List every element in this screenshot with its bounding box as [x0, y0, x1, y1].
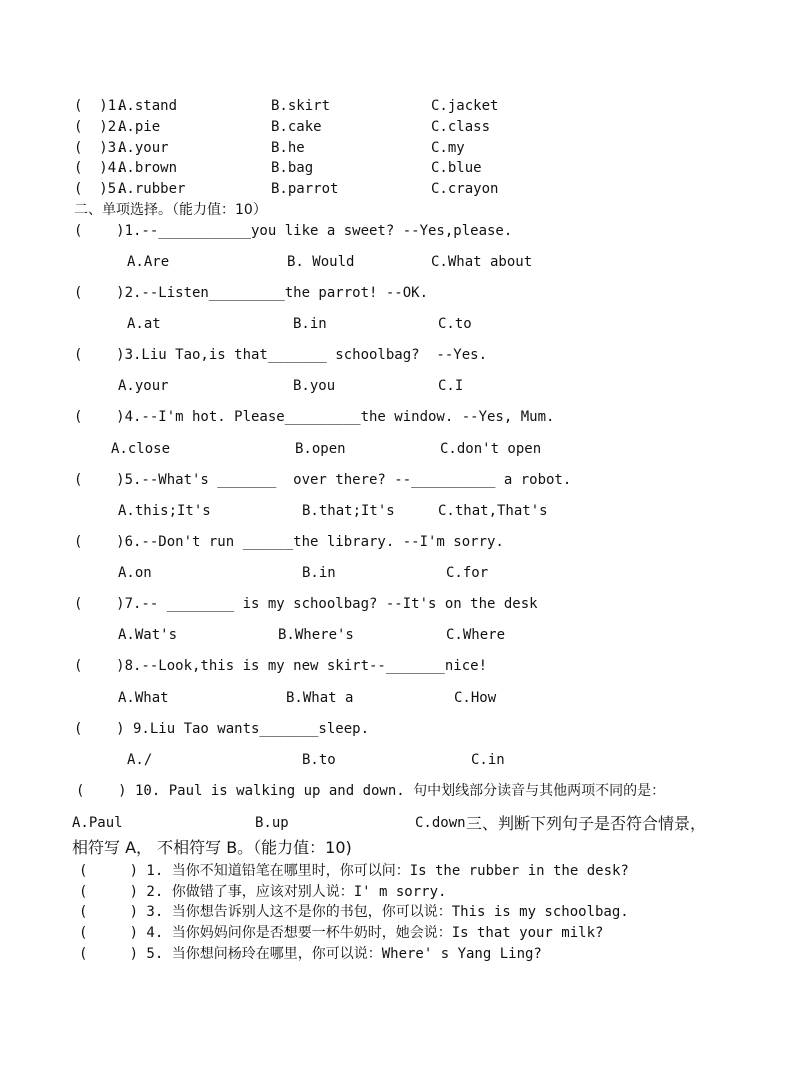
s3-item-1	[0, 861, 793, 882]
option-a: A./	[127, 752, 153, 768]
question-4-options	[0, 439, 793, 460]
question-6-options	[0, 563, 793, 584]
option-c: C.Where	[446, 627, 506, 643]
s1-item-3	[0, 138, 793, 159]
option-a: A.What	[118, 690, 169, 706]
option-b: B.you	[293, 378, 336, 394]
stem-text: ( )2.--Listen_________the parrot! --OK.	[74, 285, 429, 301]
stem-text: ( ) 10. Paul is walking up and down. 句中划线部分读音与其他两项不同的是：	[76, 783, 666, 799]
option-a: A.rubber	[118, 181, 186, 197]
paren: ( )5.	[74, 181, 125, 197]
option-c: C.don't open	[440, 441, 542, 457]
question-2-stem	[0, 283, 793, 304]
option-a: A.brown	[118, 160, 178, 176]
option-c: C.crayon	[431, 181, 499, 197]
question-4-stem	[0, 407, 793, 428]
option-b: B.cake	[271, 119, 322, 135]
question-10-options	[0, 813, 793, 834]
question-10-stem	[0, 781, 793, 802]
option-b: B.in	[293, 316, 327, 332]
option-c: C.What about	[431, 254, 533, 270]
option-c: C.blue	[431, 160, 482, 176]
stem-text: ( )7.-- ________ is my schoolbag? --It's on the desk	[74, 596, 538, 612]
paren: ( )3.	[74, 140, 125, 156]
stem-text: ( )5.--What's _______ over there? --__________ a robot.	[74, 472, 572, 488]
s1-item-1	[0, 96, 793, 117]
option-c: C.I	[438, 378, 464, 394]
option-a: A.at	[127, 316, 161, 332]
question-9-options	[0, 750, 793, 771]
question-1-options	[0, 252, 793, 273]
option-b: B.in	[302, 565, 336, 581]
question-1-stem	[0, 221, 793, 242]
paren: ( )1.	[74, 98, 125, 114]
question-8-options	[0, 688, 793, 709]
section3-heading	[0, 837, 793, 858]
section2-heading	[0, 200, 793, 221]
stem-text: ( )4.--I'm hot. Please_________the window. --Yes, Mum.	[74, 409, 555, 425]
s3-item-3	[0, 902, 793, 923]
option-a: A.Paul	[72, 815, 123, 831]
question-2-options	[0, 314, 793, 335]
question-9-stem	[0, 719, 793, 740]
option-a: A.stand	[118, 98, 178, 114]
paren: ( )2.	[74, 119, 125, 135]
option-b: B.bag	[271, 160, 314, 176]
question-7-stem	[0, 594, 793, 615]
stem-text: ( ) 9.Liu Tao wants_______sleep.	[74, 721, 370, 737]
option-a: A.pie	[118, 119, 161, 135]
option-a: A.on	[118, 565, 152, 581]
option-c: C.class	[431, 119, 491, 135]
option-c: C.my	[431, 140, 465, 156]
question-6-stem	[0, 532, 793, 553]
section3-heading-part2: 相符写 A， 不相符写 B。（能力值：10)	[72, 838, 352, 857]
s3-text: ( ) 2. 你做错了事，应该对别人说：I' m sorry.	[79, 884, 447, 900]
option-a: A.Wat's	[118, 627, 178, 643]
question-8-stem	[0, 656, 793, 677]
option-b: B.that;It's	[302, 503, 395, 519]
option-a: A.your	[118, 140, 169, 156]
option-a: A.this;It's	[118, 503, 211, 519]
stem-text: ( )1.--___________you like a sweet? --Yes,please.	[74, 223, 513, 239]
option-b: B.skirt	[271, 98, 331, 114]
option-c: C.that,That's	[438, 503, 548, 519]
question-7-options	[0, 625, 793, 646]
s1-item-4	[0, 158, 793, 179]
question-5-stem	[0, 470, 793, 491]
option-c: C.down	[415, 815, 466, 831]
s3-text: ( ) 5. 当你想问杨玲在哪里，你可以说：Where' s Yang Ling?	[79, 946, 542, 962]
option-b: B.open	[295, 441, 346, 457]
option-c: C.in	[471, 752, 505, 768]
option-b: B.parrot	[271, 181, 339, 197]
heading-text: 二、单项选择。（能力值：10）	[74, 202, 267, 218]
option-b: B.he	[271, 140, 305, 156]
paren: ( )4.	[74, 160, 125, 176]
option-c: C.How	[454, 690, 497, 706]
s3-item-4	[0, 923, 793, 944]
option-c: C.for	[446, 565, 489, 581]
stem-text: ( )3.Liu Tao,is that_______ schoolbag? --Yes.	[74, 347, 488, 363]
question-3-stem	[0, 345, 793, 366]
s3-item-5	[0, 944, 793, 965]
s3-text: ( ) 3. 当你想告诉别人这不是你的书包，你可以说：This is my schoolbag.	[79, 904, 629, 920]
s3-text: ( ) 4. 当你妈妈问你是否想要一杯牛奶时，她会说：Is that your milk?	[79, 925, 604, 941]
option-a: A.close	[111, 441, 171, 457]
option-c: C.jacket	[431, 98, 499, 114]
option-b: B.Where's	[278, 627, 354, 643]
option-b: B.What a	[286, 690, 354, 706]
stem-text: ( )6.--Don't run ______the library. --I'm sorry.	[74, 534, 504, 550]
s1-item-5	[0, 179, 793, 200]
s1-item-2	[0, 117, 793, 138]
stem-text: ( )8.--Look,this is my new skirt--_______nice!	[74, 658, 488, 674]
section3-heading-part1: 三、判断下列句子是否符合情景，	[466, 814, 707, 833]
option-b: B.up	[255, 815, 289, 831]
option-b: B. Would	[287, 254, 355, 270]
option-b: B.to	[302, 752, 336, 768]
option-c: C.to	[438, 316, 472, 332]
option-a: A.your	[118, 378, 169, 394]
s3-text: ( ) 1. 当你不知道铅笔在哪里时，你可以问：Is the rubber in the desk?	[79, 863, 629, 879]
question-3-options	[0, 376, 793, 397]
s3-item-2	[0, 882, 793, 903]
option-a: A.Are	[127, 254, 170, 270]
question-5-options	[0, 501, 793, 522]
